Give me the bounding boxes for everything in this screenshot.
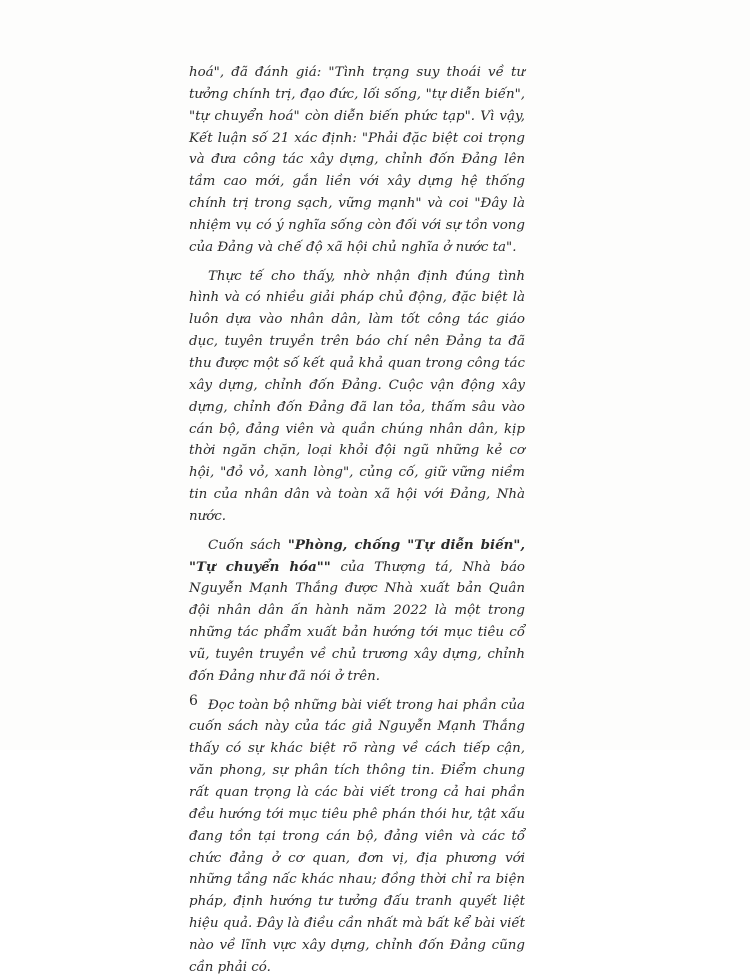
paragraph-reading: Đọc toàn bộ những bài viết trong hai phần của cuốn sách này của tác giả Nguyễn Mạnh Thắng thấy có sự khác biệt rõ ràng về cách tiếp cận, văn phong, sự phân tích thông tin. Điểm chung rất quan trọng là các bài viết trong cả hai phần đều hướng tới mục tiêu phê phán thói hư, tật xấu đang tồn tại trong cán bộ, đảng viên và các tổ chức đảng ở cơ quan, đơn vị, địa phương với những tầng nấc khác nhau; đồng thời chỉ ra biện pháp, định hướng tư tưởng đấu tranh quyết liệt hiệu quả. Đây là điều cần nhất mà bất kể bài viết nào về lĩnh vực xây dựng, chỉnh đốn Đảng cũng cần phải có. (189, 697, 525, 975)
paragraph-practice: Thực tế cho thấy, nhờ nhận định đúng tình hình và có nhiều giải pháp chủ động, đặc biệt là luôn dựa vào nhân dân, làm tốt công tác giáo dục, tuyên truyền trên báo chí nên Đảng ta đã thu được một số kết quả khả quan trong công tác xây dựng, chỉnh đốn Đảng. Cuộc vận động xây dựng, chỉnh đốn Đảng đã lan tỏa, thấm sâu vào cán bộ, đảng viên và quần chúng nhân dân, kịp thời ngăn chặn, loại khỏi đội ngũ những kẻ cơ hội, "đỏ vỏ, xanh lòng", củng cố, giữ vững niềm tin của nhân dân và toàn xã hội với Đảng, Nhà nước. (189, 268, 525, 524)
page-number: 6 (189, 693, 198, 709)
paragraph-book-intro (189, 535, 525, 688)
book-intro-rest: của Thượng tá, Nhà báo Nguyễn Mạnh Thắng được Nhà xuất bản Quân đội nhân dân ấn hành năm 2022 là một trong những tác phẩm xuất bản hướng tới mục tiêu cổ vũ, tuyên truyền về chủ trương xây dựng, chỉnh đốn Đảng như đã nói ở trên. (189, 559, 525, 684)
body-text (189, 62, 525, 979)
paragraph-continuation: hoá", đã đánh giá: "Tình trạng suy thoái về tư tưởng chính trị, đạo đức, lối sống, "tự diễn biến", "tự chuyển hoá" còn diễn biến phức tạp". Vì vậy, Kết luận số 21 xác định: "Phải đặc biệt coi trọng và đưa công tác xây dựng, chỉnh đốn Đảng lên tầm cao mới, gắn liền với xây dựng hệ thống chính trị trong sạch, vững mạnh" và coi "Đây là nhiệm vụ có ý nghĩa sống còn đối với sự tồn vong của Đảng và chế độ xã hội chủ nghĩa ở nước ta". (189, 65, 525, 255)
book-title: "Phòng, chống "Tự diễn biến", "Tự chuyển hóa"" (189, 536, 526, 575)
book-intro-lead: Cuốn sách (208, 537, 288, 553)
